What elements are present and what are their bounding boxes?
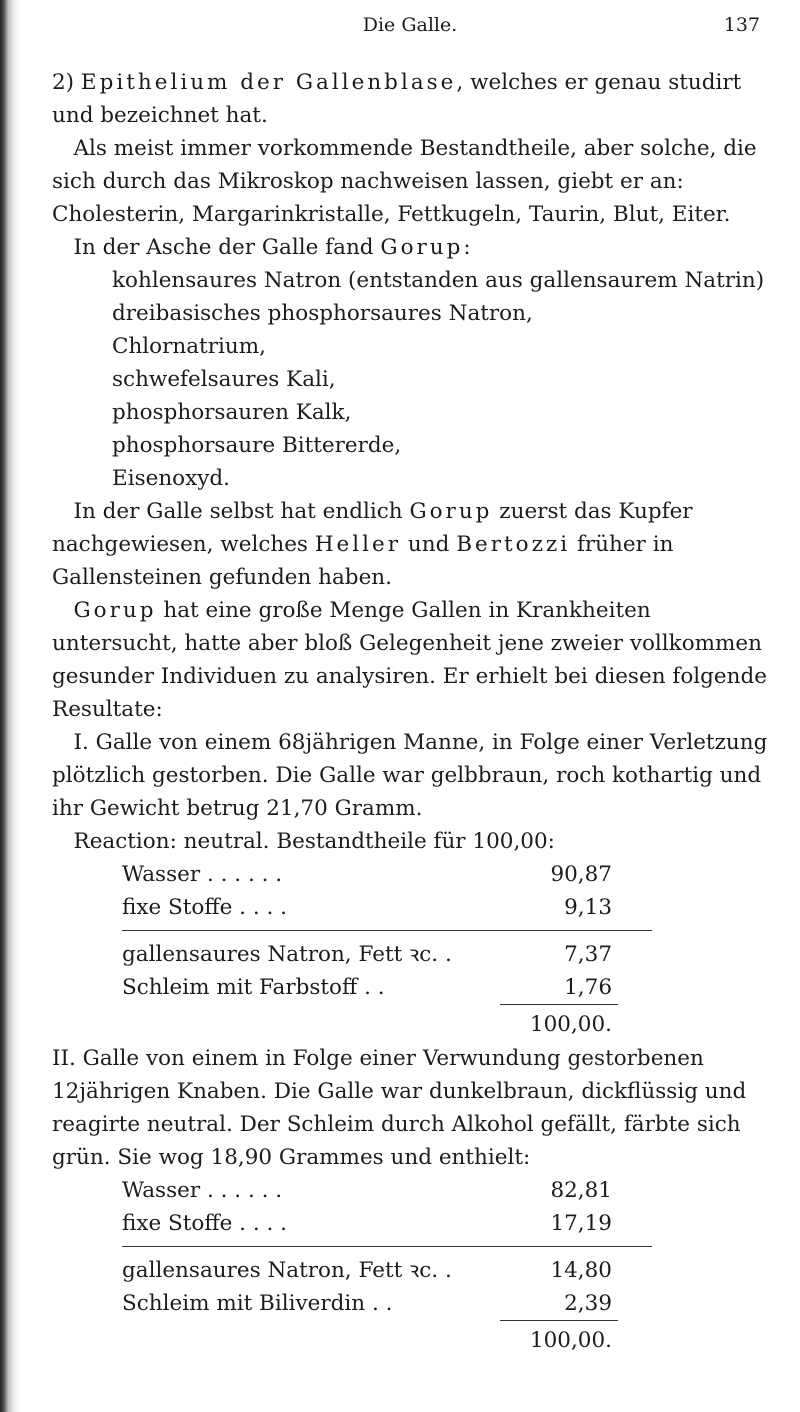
list-item: phosphorsauren Kalk,: [112, 400, 352, 425]
table-row: [52, 1174, 778, 1207]
author-name: Gorup: [380, 235, 464, 260]
row-label: gallensaures Natron, Fett ꝛc. .: [122, 942, 452, 967]
author-name: Gorup: [73, 598, 157, 623]
total-rule: [500, 1004, 618, 1005]
rule-wrap: [52, 1240, 778, 1254]
ash-constituents-list: [52, 264, 778, 495]
paragraph-text: früher in Gallensteinen gefunden haben.: [52, 532, 674, 590]
page-body: [52, 66, 778, 1358]
paragraph-text: In der Galle selbst hat endlich: [73, 499, 410, 524]
list-item: phosphorsaure Bittererde,: [112, 433, 402, 458]
case-2-total: [52, 1320, 778, 1358]
case-1-table-a: [52, 858, 778, 924]
table-row: [52, 1287, 778, 1320]
page-number: 137: [723, 14, 760, 36]
list-item: Chlornatrium,: [112, 334, 266, 359]
item-number: 2): [52, 70, 81, 95]
row-label: fixe Stoffe . . . .: [122, 1211, 288, 1236]
case-2-table-b: [52, 1254, 778, 1320]
running-title: Die Galle.: [362, 14, 458, 36]
case-2-description: II. Galle von einem in Folge einer Verwundung gestorbenen 12jährigen Knaben. Die Galle war dunkelbraun, dickflüssig und reagirte neutral. Der Schleim durch Alkohol gefällt, färbte sich grün. Sie wog 18,90 Grammes und enthielt:: [52, 1046, 747, 1170]
page-header: [60, 14, 760, 40]
case-1-total: [52, 1004, 778, 1042]
row-value: 82,81: [550, 1178, 612, 1203]
case-1-reaction: Reaction: neutral. Bestandtheile für 100,00:: [73, 829, 555, 854]
paragraph-text: In der Asche der Galle fand: [73, 235, 381, 260]
row-label: gallensaures Natron, Fett ꝛc. .: [122, 1258, 452, 1283]
total-value: 100,00.: [529, 1328, 612, 1353]
paragraph-epithelium: [52, 66, 778, 132]
paragraph-analyses: [52, 594, 778, 726]
row-label: Schleim mit Farbstoff . .: [122, 975, 385, 1000]
case-1-table-b: [52, 938, 778, 1004]
total-value: 100,00.: [529, 1012, 612, 1037]
table-rule: [122, 930, 652, 931]
row-label: Schleim mit Biliverdin . .: [122, 1291, 393, 1316]
rule-wrap: [52, 924, 778, 938]
row-value: 7,37: [564, 942, 612, 967]
total-rule: [500, 1320, 618, 1321]
author-name: Bertozzi: [456, 532, 571, 557]
row-value: 14,80: [550, 1258, 612, 1283]
row-label: Wasser . . . . . .: [122, 1178, 283, 1203]
table-rule: [122, 1246, 652, 1247]
case-2-table-a: [52, 1174, 778, 1240]
row-value: 9,13: [564, 895, 612, 920]
row-value: 17,19: [550, 1211, 612, 1236]
paragraph-text: zuerst das Kupfer nachgewiesen, welches: [52, 499, 693, 557]
author-name: Heller: [314, 532, 402, 557]
paragraph-text: hat eine große Menge Gallen in Krankheiten untersucht, hatte aber bloß Gelegenheit jene zweier vollkommen gesunder Individuen zu analysiren. Er erhielt bei diesen folgende Resultate:: [52, 598, 767, 722]
table-row: [52, 1254, 778, 1287]
list-item: kohlensaures Natron (entstanden aus gallensaurem Natrin): [112, 268, 765, 293]
table-row: [52, 858, 778, 891]
list-item: dreibasisches phosphorsaures Natron,: [112, 301, 533, 326]
paragraph-text: :: [463, 235, 471, 260]
case-1-description: I. Galle von einem 68jährigen Manne, in Folge einer Verletzung plötzlich gestorben. Die Galle war gelbbraun, roch kothartig und ihr Gewicht betrug 21,70 Gramm.: [52, 730, 768, 821]
row-label: fixe Stoffe . . . .: [122, 895, 288, 920]
paragraph-ash-intro: [52, 231, 778, 264]
table-row: [52, 1207, 778, 1240]
paragraph-copper: [52, 495, 778, 594]
author-name: Gorup: [409, 499, 493, 524]
paragraph-text: , welches er genau studirt und bezeichnet hat.: [52, 70, 742, 128]
table-row: [52, 971, 778, 1004]
paragraph-constituents: Als meist immer vorkommende Bestandtheile, aber solche, die sich durch das Mikroskop nachweisen lassen, giebt er an: Cholesterin, Margarinkristalle, Fettkugeln, Taurin, Blut, Eiter.: [52, 136, 757, 227]
row-value: 1,76: [564, 975, 612, 1000]
row-value: 90,87: [550, 862, 612, 887]
table-row: [52, 938, 778, 971]
list-item: Eisenoxyd.: [112, 466, 230, 491]
emphasized-term: Epithelium der Gallenblase: [80, 70, 457, 95]
list-item: schwefelsaures Kali,: [112, 367, 336, 392]
row-label: Wasser . . . . . .: [122, 862, 283, 887]
table-row: [52, 891, 778, 924]
row-value: 2,39: [564, 1291, 612, 1316]
paragraph-text: und: [401, 532, 457, 557]
page-binding-edge: [0, 0, 22, 1412]
